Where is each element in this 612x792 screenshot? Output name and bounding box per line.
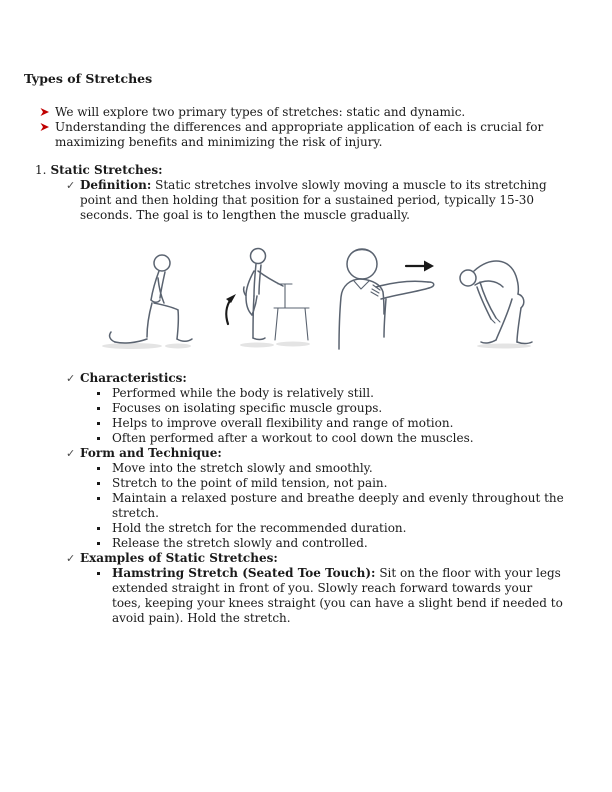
list-item [97,386,612,401]
characteristic-text: Often performed after a workout to cool down the muscles. [112,431,474,445]
square-bullet-icon [97,401,112,416]
example-body: Sit on the floor with your legs extended straight in front of you. Slowly reach forward towards your toes, keeping your knees straight (you can have a slight bend if needed to avoid pain). Hold the stretch. [112,566,563,625]
list-item [97,431,612,446]
definition-text [80,178,564,223]
square-bullet-icon [97,431,112,446]
list-item [97,566,612,626]
definition-body: Static stretches involve slowly moving a muscle to its stretching point and then holding that position for a sustained period, typically 15-30 seconds. The goal is to lengthen the muscle gradually. [80,178,547,222]
list-item [97,416,612,431]
form-step-text: Release the stretch slowly and controlled. [112,536,368,550]
square-bullet-icon [97,566,112,626]
characteristics-item [66,371,612,386]
checkmark-icon: ✓ [66,447,76,460]
list-item [97,461,612,476]
section-title: Static Stretches: [50,163,163,177]
checkmark-icon: ✓ [66,372,76,385]
arrow-bullet-icon [40,105,55,120]
characteristic-text: Helps to improve overall flexibility and range of motion. [112,416,454,430]
characteristics-label: Characteristics: [80,371,187,385]
intro-bullet-text: Understanding the differences and appropriate application of each is crucial for maximizing benefits and minimizing the risk of injury. [55,120,544,149]
list-item [97,401,612,416]
square-bullet-icon [97,386,112,401]
definition-label: Definition: [80,178,152,192]
checkmark-icon: ✓ [66,179,76,192]
example-label: Hamstring Stretch (Seated Toe Touch): [112,566,376,580]
form-technique-item [66,446,612,461]
square-bullet-icon [97,491,112,521]
square-bullet-icon [97,521,112,536]
square-bullet-icon [97,461,112,476]
form-step-text: Move into the stretch slowly and smoothly. [112,461,373,475]
examples-list [0,566,612,626]
form-technique-label: Form and Technique: [80,446,222,460]
square-bullet-icon [97,476,112,491]
arrow-bullet-icon [40,120,55,150]
form-step-text: Maintain a relaxed posture and breathe deeply and evenly throughout the stretch. [112,491,564,520]
intro-bullet-text: We will explore two primary types of stretches: static and dynamic. [55,105,466,119]
list-item [97,476,612,491]
form-technique-list [0,461,612,551]
list-item [97,536,612,551]
figure-standing-quad-stretch-chair [212,244,318,352]
figure-cross-body-shoulder-stretch [326,242,444,352]
examples-item [66,551,612,566]
form-step-text: Hold the stretch for the recommended duration. [112,521,407,535]
list-item [40,105,612,120]
example-text [112,566,564,626]
list-item [97,491,612,521]
figure-kneeling-lunge-stretch [74,248,204,352]
characteristic-text: Focuses on isolating specific muscle groups. [112,401,383,415]
examples-label: Examples of Static Stretches: [80,551,278,565]
intro-bullet-list [0,105,612,150]
characteristic-text: Performed while the body is relatively still. [112,386,374,400]
square-bullet-icon [97,416,112,431]
static-stretch-illustrations [74,244,612,352]
definition-item [66,178,612,223]
page-title: Types of Stretches [24,71,153,86]
figure-standing-forward-bend [452,244,548,352]
list-item [40,120,612,150]
characteristics-list [0,386,612,446]
square-bullet-icon [97,536,112,551]
section-heading [35,163,612,178]
section-number: 1. [35,163,47,177]
list-item [97,521,612,536]
checkmark-icon: ✓ [66,552,76,565]
form-step-text: Stretch to the point of mild tension, not pain. [112,476,388,490]
